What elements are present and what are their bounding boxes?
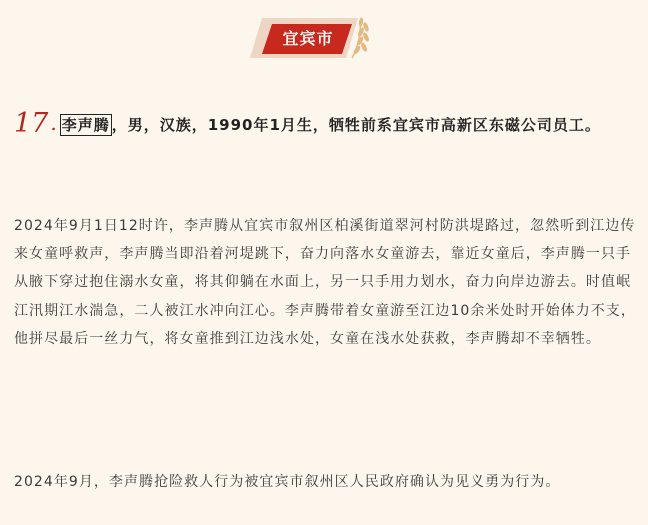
story-paragraph: 2024年9月1日12时许，李声腾从宜宾市叙州区柏溪街道翠河村防洪堤路过，忽然听到江边传来女童呼救声，李声腾当即沿着河堤跳下，奋力向落水女童游去，靠近女童后，李声腾一只手从腋下穿过抱住溺水女童，将其仰躺在水面上，另一只手用力划水，奋力向岸边游去。时值岷江汛期江水湍急，二人被江水冲向江心。李声腾带着女童游至江边10余米处时开始体力不支，他拼尽最后一丝力气，将女童推到江边浅水处，女童在浅水处获救，李声腾却不幸牺牲。 <box>14 218 636 347</box>
entry-heading <box>14 106 636 142</box>
entry-number: 17 <box>14 108 49 139</box>
city-banner <box>248 14 373 62</box>
recognition-paragraph: 2024年9月，李声腾抢险救人行为被宜宾市叙州区人民政府确认为见义勇为行为。 <box>14 474 561 490</box>
person-name: 李声腾 <box>61 116 110 134</box>
entry-number-separator: . <box>50 111 57 135</box>
person-bio: ，男，汉族，1990年1月生，牺牲前系宜宾市高新区东磁公司员工。 <box>111 116 601 134</box>
banner-city-label: 宜宾市 <box>282 29 334 48</box>
